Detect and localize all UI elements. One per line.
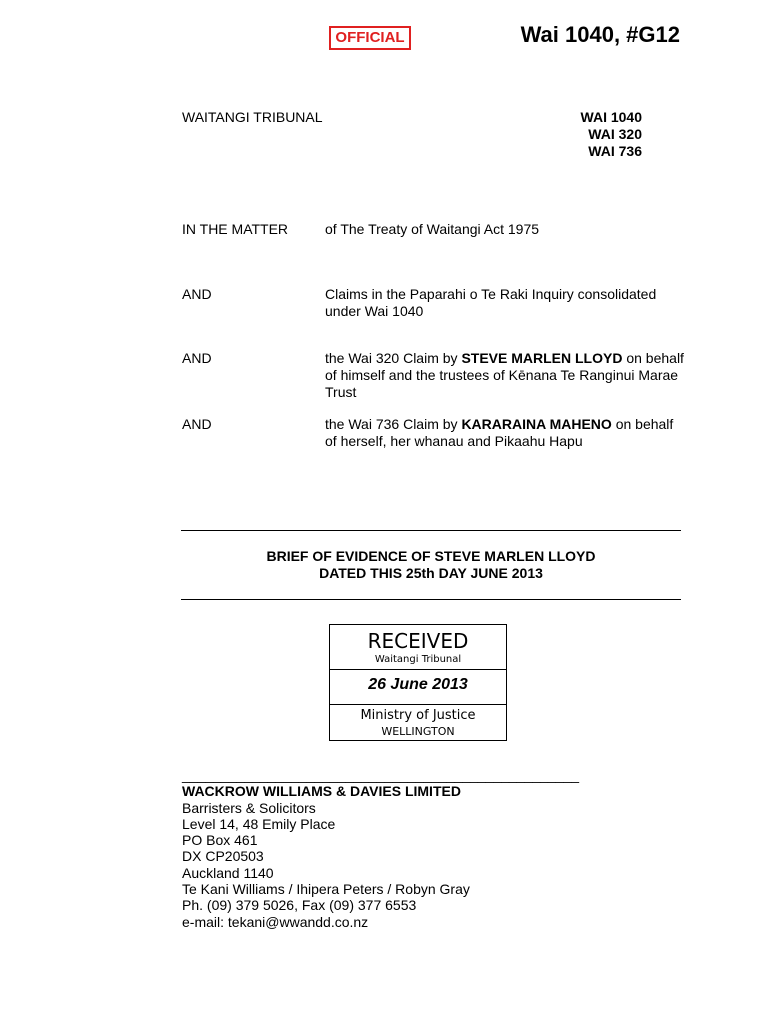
stamp-ministry-row: [330, 705, 506, 739]
stamp-city: WELLINGTON: [381, 725, 455, 738]
divider: [181, 530, 681, 531]
wai-references: [581, 109, 642, 160]
firm-line: Ph. (09) 379 5026, Fax (09) 377 6553: [182, 897, 417, 914]
wai320-claim-text: [325, 350, 685, 401]
claims-text: Claims in the Paparahi o Te Raki Inquiry consolidated under Wai 1040: [325, 286, 657, 319]
tribunal-name: WAITANGI TRIBUNAL: [182, 109, 323, 125]
wai736-claim-text: [325, 416, 680, 450]
stamp-received-row: [330, 625, 506, 670]
and-label: AND: [182, 350, 212, 366]
firm-line: Barristers & Solicitors: [182, 799, 316, 816]
signature-rule: ___________________________________________________: [182, 767, 580, 783]
official-stamp: OFFICIAL: [329, 26, 411, 50]
wai-ref: WAI 736: [588, 143, 642, 159]
claimant-name: KARARAINA MAHENO: [461, 416, 612, 432]
firm-details: [182, 767, 579, 930]
firm-line: Level 14, 48 Emily Place: [182, 815, 336, 832]
divider: [181, 599, 681, 600]
claim-post: on behalf of herself, her whanau and Pikaahu Hapu: [325, 416, 674, 449]
firm-line: Auckland 1140: [182, 864, 274, 881]
wai-ref: WAI 320: [588, 126, 642, 142]
claimant-name: STEVE MARLEN LLOYD: [461, 350, 623, 366]
brief-date: DATED THIS 25th DAY JUNE 2013: [319, 565, 543, 581]
matter-label: IN THE MATTER: [182, 221, 289, 237]
stamp-date: 26 June 2013: [330, 670, 506, 705]
firm-line: Te Kani Williams / Ihipera Peters / Robyn Gray: [182, 881, 470, 898]
claim-post: on behalf of himself and the trustees of Kēnana Te Ranginui Marae Trust: [325, 350, 684, 400]
firm-line: DX CP20503: [182, 848, 264, 865]
brief-title: BRIEF OF EVIDENCE OF STEVE MARLEN LLOYD: [266, 548, 596, 564]
firm-email: e-mail: tekani@wwandd.co.nz: [182, 913, 369, 930]
matter-text: of The Treaty of Waitangi Act 1975: [325, 221, 540, 237]
brief-title-block: [181, 548, 681, 582]
claim-pre: the Wai 736 Claim by: [325, 416, 462, 432]
stamp-tribunal: Waitangi Tribunal: [374, 654, 462, 665]
claim-pre: the Wai 320 Claim by: [325, 350, 462, 366]
received-stamp: [329, 624, 507, 741]
and-label: AND: [182, 416, 212, 432]
stamp-ministry: Ministry of Justice: [360, 708, 476, 723]
and-label: AND: [182, 286, 212, 302]
wai-ref: WAI 1040: [580, 109, 642, 125]
firm-line: PO Box 461: [182, 832, 258, 849]
document-reference: Wai 1040, #G12: [520, 22, 680, 47]
firm-name: WACKROW WILLIAMS & DAVIES LIMITED: [182, 783, 461, 800]
stamp-received: RECEIVED: [367, 629, 469, 653]
